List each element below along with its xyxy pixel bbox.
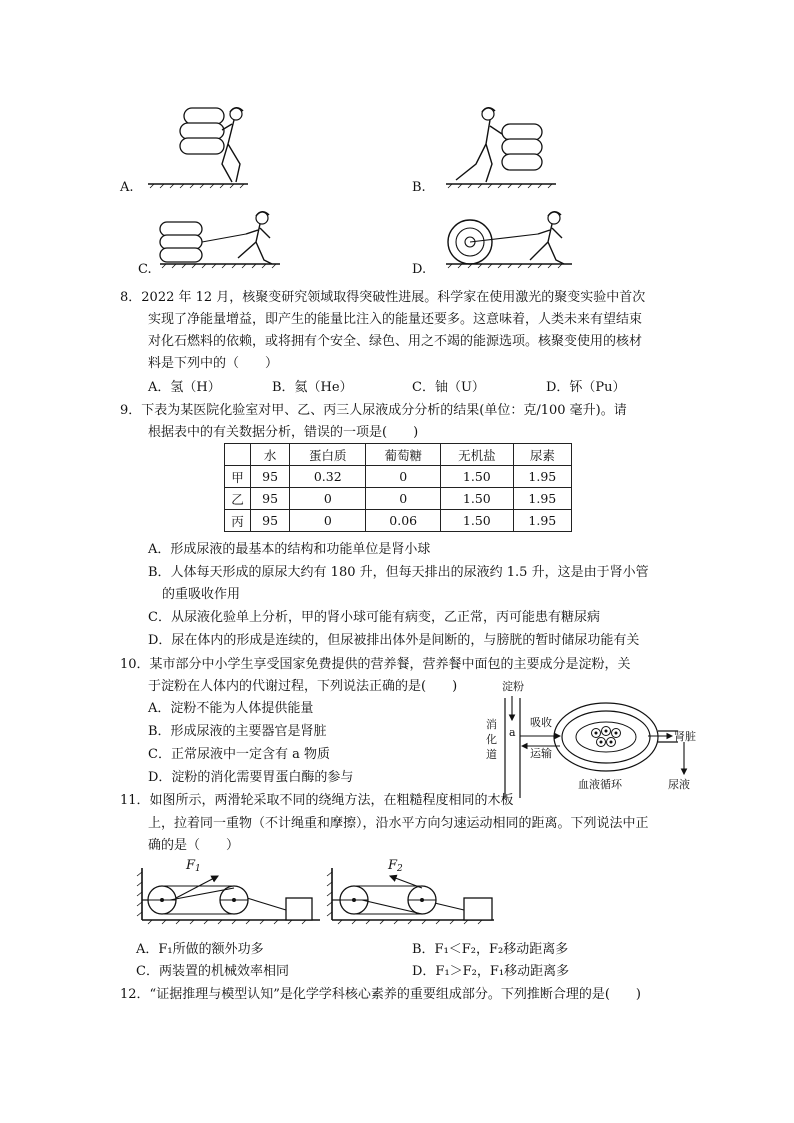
q8-line: 8．2022 年 12 月，核聚变研究领域取得突破性进展。科学家在使用激光的聚变实验中首次 — [120, 290, 646, 305]
q7-option-a-label: A. — [120, 180, 134, 195]
table-header-cell: 尿素 — [513, 444, 571, 466]
q11-option-c: C．两装置的机械效率相同 — [136, 964, 289, 979]
force-label-f1-main: F — [186, 858, 196, 873]
substance-a-label: a — [509, 726, 516, 739]
table-cell: 0 — [290, 510, 366, 532]
q11-line: 11．如图所示，两滑轮采取不同的绕绳方法，在粗糙程度相同的木板 — [120, 793, 514, 808]
q9-option-b-continued: 的重吸收作用 — [162, 587, 241, 602]
starch-label: 淀粉 — [502, 680, 524, 693]
q10-line: 10．某市部分中小学生享受国家免费提供的营养餐，营养餐中面包的主要成分是淀粉，关 — [120, 657, 631, 672]
table-header-cell: 葡萄糖 — [366, 444, 441, 466]
kidney-label: 肾脏 — [674, 730, 696, 743]
force-label-f1-sub: 1 — [195, 864, 201, 874]
q11-option-d: D．F₁＞F₂，F₁移动距离多 — [412, 964, 570, 979]
q10-option-b: B．形成尿液的主要器官是肾脏 — [148, 724, 327, 739]
digestive-tract-label-3: 道 — [486, 748, 497, 761]
q8-option-d: D．钚（Pu） — [546, 380, 626, 395]
table-header-cell — [225, 444, 251, 466]
force-label-f1 — [186, 858, 201, 874]
q9-line: 9．下表为某医院化验室对甲、乙、丙三人尿液成分分析的结果(单位：克/100 毫升)。请 — [120, 403, 627, 418]
force-label-f2-sub: 2 — [397, 864, 403, 874]
blood-circulation-label: 血液循环 — [578, 778, 622, 791]
q7-option-c-label: C. — [138, 262, 152, 277]
transport-label: 运输 — [530, 747, 552, 760]
table-cell: 95 — [251, 510, 290, 532]
figure-carry-tires — [148, 104, 248, 184]
force-label-f2 — [388, 858, 403, 874]
table-cell: 1.50 — [440, 510, 513, 532]
q11-option-a: A．F₁所做的额外功多 — [136, 942, 264, 957]
table-cell: 0 — [366, 466, 441, 488]
table-header-row — [225, 444, 572, 466]
table-cell: 1.95 — [513, 466, 571, 488]
q8-option-b: B．氦（He） — [272, 380, 353, 395]
table-header-cell: 水 — [251, 444, 290, 466]
table-cell: 0 — [290, 488, 366, 510]
table-cell: 95 — [251, 466, 290, 488]
table-row — [225, 510, 572, 532]
digestive-tract-label-1: 消 — [486, 718, 497, 731]
table-header-cell: 无机盐 — [440, 444, 513, 466]
q11-line: 确的是（ ） — [148, 838, 240, 853]
table-cell: 95 — [251, 488, 290, 510]
table-cell: 1.95 — [513, 510, 571, 532]
table-header-cell: 蛋白质 — [290, 444, 366, 466]
table-cell: 1.50 — [440, 488, 513, 510]
pulley-diagram-right — [326, 858, 498, 928]
table-row — [225, 488, 572, 510]
q9-option-d: D．尿在体内的形成是连续的，但尿被排出体外是间断的，与膀胱的暂时储尿功能有关 — [148, 633, 640, 648]
figure-roll-tire — [446, 206, 572, 268]
table-row — [225, 466, 572, 488]
q7-option-b-label: B. — [412, 180, 426, 195]
pulley-diagram-left — [136, 858, 320, 928]
table-cell: 乙 — [225, 488, 251, 510]
table-cell: 1.50 — [440, 466, 513, 488]
force-label-f2-main: F — [388, 858, 398, 873]
q9-line: 根据表中的有关数据分析，错误的一项是( ) — [148, 425, 419, 440]
q9-option-b: B．人体每天形成的原尿大约有 180 升，但每天排出的尿液约 1.5 升，这是由于肾小管 — [148, 565, 649, 580]
q8-option-a: A．氢（H） — [148, 380, 221, 395]
q8-line: 对化石燃料的依赖，或将拥有个安全、绿色、用之不竭的能源选项。核聚变使用的核材 — [148, 334, 643, 349]
table-cell: 0 — [366, 488, 441, 510]
figure-push-tires — [446, 104, 556, 184]
absorb-label: 吸收 — [530, 716, 552, 729]
q10-option-a: A．淀粉不能为人体提供能量 — [148, 701, 314, 716]
figure-drag-tires — [160, 208, 280, 268]
q10-option-c: C．正常尿液中一定含有 a 物质 — [148, 747, 330, 762]
table-cell: 1.95 — [513, 488, 571, 510]
q9-option-a: A．形成尿液的最基本的结构和功能单位是肾小球 — [148, 542, 431, 557]
q7-option-d-label: D. — [412, 262, 427, 277]
q10-line: 于淀粉在人体内的代谢过程，下列说法正确的是( ) — [148, 679, 458, 694]
q8-option-c: C．铀（U） — [412, 380, 485, 395]
q11-line: 上，拉着同一重物（不计绳重和摩擦），沿水平方向匀速运动相同的距离。下列说法中正 — [148, 816, 649, 831]
q10-option-d: D．淀粉的消化需要胃蛋白酶的参与 — [148, 770, 354, 785]
digestive-tract-label-2: 化 — [486, 733, 497, 746]
table-cell: 丙 — [225, 510, 251, 532]
urine-analysis-table — [224, 443, 572, 532]
q11-option-b: B．F₁＜F₂，F₂移动距离多 — [412, 942, 569, 957]
q9-option-c: C．从尿液化验单上分析，甲的肾小球可能有病变，乙正常，丙可能患有糖尿病 — [148, 610, 600, 625]
q12-line: 12．“证据推理与模型认知”是化学学科核心素养的重要组成部分。下列推断合理的是( ) — [120, 987, 641, 1002]
q8-line: 实现了净能量增益，即产生的能量比注入的能量还要多。这意味着，人类未来有望结束 — [148, 312, 643, 327]
table-cell: 甲 — [225, 466, 251, 488]
q8-line: 料是下列中的（ ） — [148, 356, 279, 371]
table-cell: 0.06 — [366, 510, 441, 532]
urine-label: 尿液 — [668, 778, 690, 791]
table-cell: 0.32 — [290, 466, 366, 488]
